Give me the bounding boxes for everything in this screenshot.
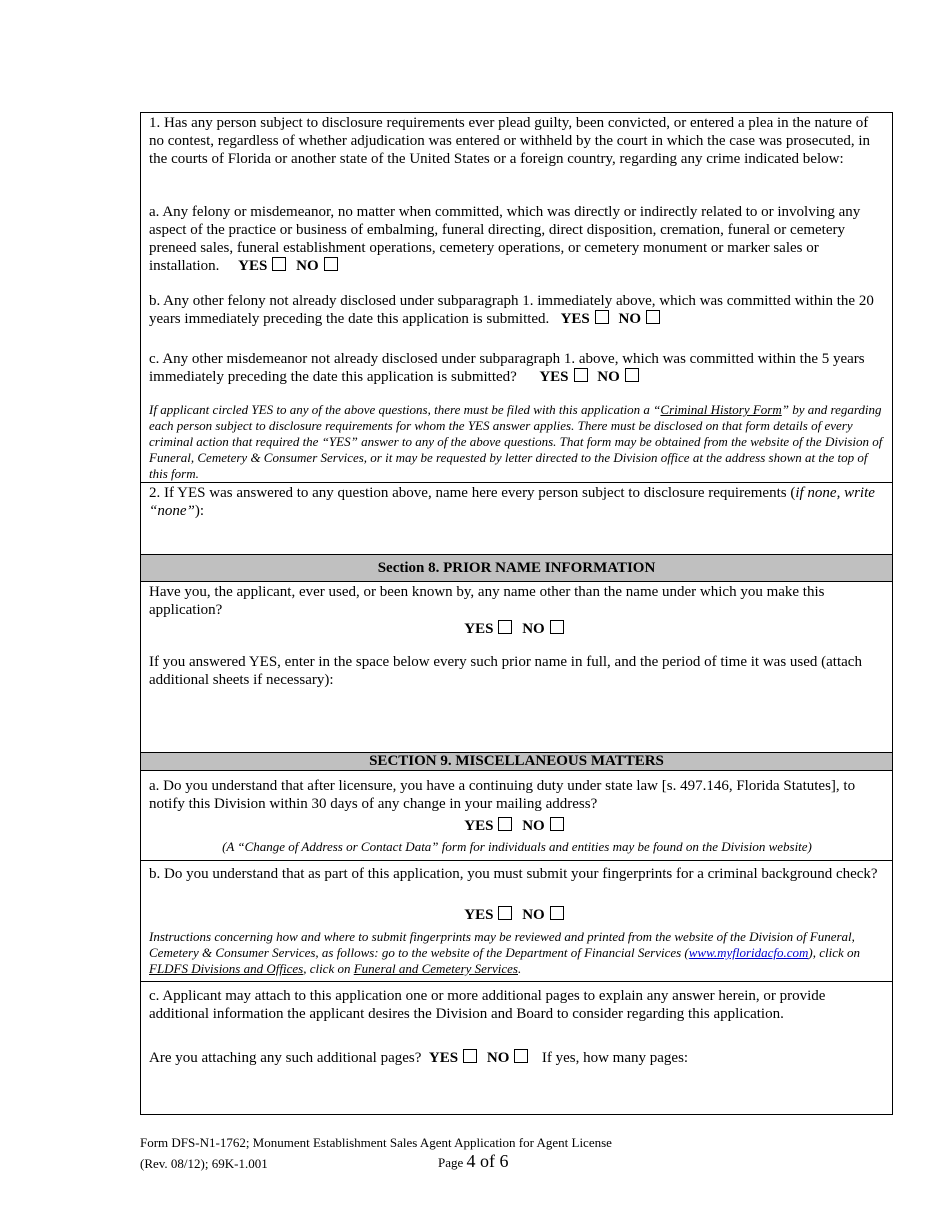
fingerprint-note-part1: Instructions concerning how and where to submit fingerprints may be reviewed and printed from the website of the Division of Funeral, Cemetery & Consumer Services, as follows: go to the website of the Department of Financial Services ( (149, 929, 855, 960)
note-text-part2: ” by and regarding each person subject to disclosure requirements for whom the YES answer applies. There must be disclosed on that form details of every criminal action that required the “YES” answer to any of the above questions. That form may be obtained from the website of the Division of Funeral, Cemetery & Consumer Services, or it may be requested by letter directed to the Division office at the address shown at the top of this form. (149, 402, 883, 481)
q1b-yes-checkbox[interactable] (595, 310, 609, 324)
s9b-no-label: NO (522, 907, 545, 923)
fingerprint-note-part3: , click on (303, 961, 354, 976)
s9b-yes-checkbox[interactable] (498, 906, 512, 920)
q1c-yes-label: YES (539, 369, 569, 385)
s9a-yes-checkbox[interactable] (498, 817, 512, 831)
q1b-no-label: NO (618, 311, 641, 327)
s9c-yes-label: YES (428, 1050, 459, 1066)
section8-no-checkbox[interactable] (550, 620, 564, 634)
q2-text: 2. If YES was answered to any question above, name here every person subject to disclosure requirements ( (149, 485, 796, 501)
funeral-cemetery-services-link: Funeral and Cemetery Services (353, 961, 518, 976)
page-count: 4 of 6 (466, 1151, 509, 1171)
note-text-part1: If applicant circled YES to any of the above questions, there must be filed with this application a “ (149, 402, 661, 417)
q1b-no-checkbox[interactable] (646, 310, 660, 324)
s9a-no-checkbox[interactable] (550, 817, 564, 831)
fingerprint-note-part4: . (518, 961, 522, 976)
s9b-no-checkbox[interactable] (550, 906, 564, 920)
section9-header: SECTION 9. MISCELLANEOUS MATTERS (141, 752, 892, 771)
section9-b-yes-no (149, 906, 885, 924)
q1a-yes-checkbox[interactable] (272, 257, 286, 271)
section9-a-note: (A “Change of Address or Contact Data” form for individuals and entities may be found on the Division website) (222, 839, 812, 854)
footer-rev-line: (Rev. 08/12); 69K-1.001 (140, 1156, 268, 1171)
section9-c-question: Are you attaching any such additional pages? (149, 1050, 422, 1066)
application-form-page (140, 112, 893, 1115)
q1a-block (149, 203, 885, 275)
q1a-no-label: NO (296, 258, 319, 274)
q2-italic: if none, write “none” (149, 485, 875, 519)
fldfs-divisions-link: FLDFS Divisions and Offices (149, 961, 304, 976)
prior-name-answer-area[interactable] (141, 693, 892, 751)
section9-b-text: b. Do you understand that as part of this application, you must submit your fingerprints for a criminal background check? (149, 866, 878, 882)
criminal-history-form-link: Criminal History Form (660, 402, 782, 417)
q1a-no-checkbox[interactable] (324, 257, 338, 271)
q1c-block (149, 350, 885, 386)
q1-criminal-history-note (149, 402, 885, 482)
q2-block (149, 484, 885, 520)
section8-yes-no (149, 620, 885, 638)
section9-c-text: c. Applicant may attach to this application one or more additional pages to explain any answer herein, or provide additional information the applicant desires the Division and Board to consider regarding this application. (149, 988, 826, 1022)
section8-followup: If you answered YES, enter in the space below every such prior name in full, and the period of time it was used (attach additional sheets if necessary): (149, 654, 862, 688)
section8-header: Section 8. PRIOR NAME INFORMATION (141, 554, 892, 582)
divider (141, 482, 892, 483)
q2-answer-area[interactable] (141, 523, 892, 553)
section8-question: Have you, the applicant, ever used, or been known by, any name other than the name under which you make this application? (149, 584, 825, 618)
q1c-no-label: NO (597, 369, 620, 385)
section9-a-yes-no (149, 817, 885, 835)
divider (141, 981, 892, 982)
s9b-yes-label: YES (464, 907, 494, 923)
divider (141, 860, 892, 861)
q2-end: ): (194, 503, 205, 519)
q1a-text: a. Any felony or misdemeanor, no matter when committed, which was directly or indirectly related to or involving any aspect of the practice or business of embalming, funeral directing, direct disposition, cremation, funeral or cemetery preneed sales, funeral establishment operations, cemetery operations, or cemetery monument or marker sales or installation. (149, 204, 861, 274)
s9c-yes-checkbox[interactable] (463, 1049, 477, 1063)
s9c-no-checkbox[interactable] (514, 1049, 528, 1063)
s9c-no-label: NO (486, 1050, 510, 1066)
section9-a-text: a. Do you understand that after licensure, you have a continuing duty under state law [s. 497.146, Florida Statutes], to notify this Division within 30 days of any change in your mailing address? (149, 778, 856, 812)
footer-page-number (438, 1153, 509, 1171)
q1b-yes-label: YES (560, 311, 590, 327)
q1a-yes-label: YES (238, 258, 268, 274)
section8-yes-label: YES (464, 621, 494, 637)
q1b-block (149, 292, 885, 328)
page-word: Page (438, 1155, 464, 1170)
q1c-yes-checkbox[interactable] (574, 368, 588, 382)
fingerprint-note-part2: ), click on (808, 945, 861, 960)
myfloridacfo-link[interactable]: www.myfloridacfo.com (688, 945, 809, 960)
section9-b-note (149, 929, 885, 977)
footer-form-line: Form DFS-N1-1762; Monument Establishment Sales Agent Application for Agent License (140, 1135, 612, 1150)
section9-c-question-row (149, 1049, 885, 1067)
section9-c-howmany: If yes, how many pages: (541, 1050, 689, 1066)
q1c-text: c. Any other misdemeanor not already disclosed under subparagraph 1. above, which was committed within the 5 years immediately preceding the date this application is submitted? (149, 351, 865, 385)
section8-no-label: NO (522, 621, 545, 637)
s9a-yes-label: YES (464, 818, 494, 834)
s9a-no-label: NO (522, 818, 545, 834)
q1b-text: b. Any other felony not already disclosed under subparagraph 1. immediately above, which was committed within the 20 years immediately preceding the date this application is submitted. (149, 293, 874, 327)
section8-yes-checkbox[interactable] (498, 620, 512, 634)
q1-intro: 1. Has any person subject to disclosure requirements ever plead guilty, been convicted, or entered a plea in the nature of no contest, regardless of whether adjudication was entered or withheld by the court in which the case was prosecuted, in the courts of Florida or another state of the United States or a foreign country, regarding any crime indicated below: (149, 115, 871, 167)
q1c-no-checkbox[interactable] (625, 368, 639, 382)
